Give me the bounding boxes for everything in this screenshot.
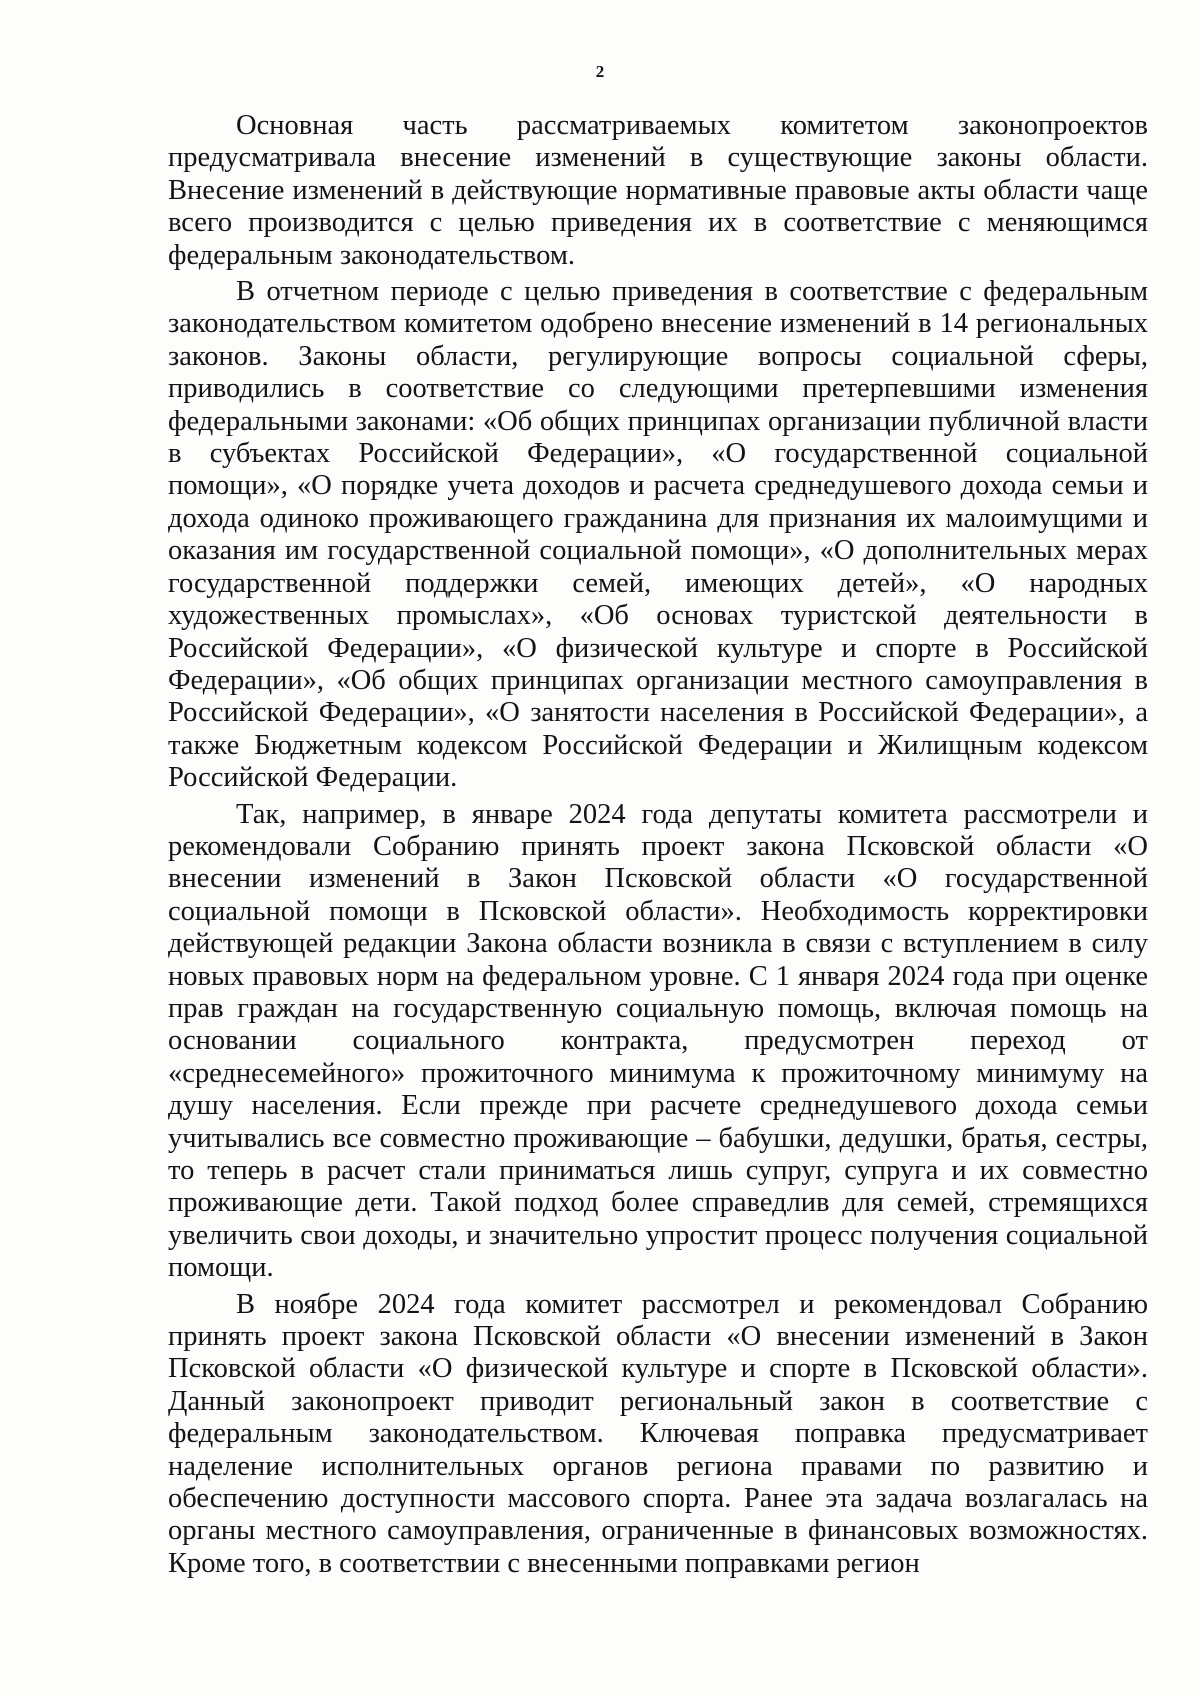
paragraph: Так, например, в январе 2024 года депутаты комитета рассмотрели и рекомендовали Собранию принять проект закона Псковской области «О внесении изменений в Закон Псковской области «О государственной социальной помощи в Псковской области». Необходимость корректировки действующей редакции Закона области возникла в связи с вступлением в силу новых правовых норм на федеральном уровне. С 1 января 2024 года при оценке прав граждан на государственную социальную помощь, включая помощь на основании социального контракта, предусмотрен переход от «среднесемейного» прожиточного минимума к прожиточному минимуму на душу населения. Если прежде при расчете среднедушевого дохода семьи учитывались все совместно проживающие – бабушки, дедушки, братья, сестры, то теперь в расчет стали приниматься лишь супруг, супруга и их совместно проживающие дети. Такой подход более справедлив для семей, стремящихся увеличить свои доходы, и значительно упростит процесс получения социальной помощи. — [168, 798, 1148, 1284]
paragraph: Основная часть рассматриваемых комитетом законопроектов предусматривала внесение изменений в существующие законы области. Внесение изменений в действующие нормативные правовые акты области чаще всего производится с целью приведения их в соответствие с меняющимся федеральным законодательством. — [168, 110, 1148, 271]
page-number: 2 — [595, 62, 605, 81]
paragraph: В отчетном периоде с целью приведения в соответствие с федеральным законодательством комитетом одобрено внесение изменений в 14 региональных законов. Законы области, регулирующие вопросы социальной сферы, приводились в соответствие со следующими претерпевшими изменения федеральными законами: «Об общих принципах организации публичной власти в субъектах Российской Федерации», «О государственной социальной помощи», «О порядке учета доходов и расчета среднедушевого дохода семьи и дохода одиноко проживающего гражданина для признания их малоимущими и оказания им государственной социальной помощи», «О дополнительных мерах государственной поддержки семей, имеющих детей», «О народных художественных промыслах», «Об основах туристской деятельности в Российской Федерации», «О физической культуре и спорте в Российской Федерации», «Об общих принципах организации местного самоуправления в Российской Федерации», «О занятости населения в Российской Федерации», а также Бюджетным кодексом Российской Федерации и Жилищным кодексом Российской Федерации. — [168, 276, 1148, 794]
document-body — [168, 110, 1148, 1584]
paragraph: В ноябре 2024 года комитет рассмотрел и рекомендовал Собранию принять проект закона Псковской области «О внесении изменений в Закон Псковской области «О физической культуре и спорте в Псковской области». Данный законопроект приводит региональный закон в соответствие с федеральным законодательством. Ключевая поправка предусматривает наделение исполнительных органов региона правами по развитию и обеспечению доступности массового спорта. Ранее эта задача возлагалась на органы местного самоуправления, ограниченные в финансовых возможностях. Кроме того, в соответствии с внесенными поправками регион — [168, 1288, 1148, 1579]
